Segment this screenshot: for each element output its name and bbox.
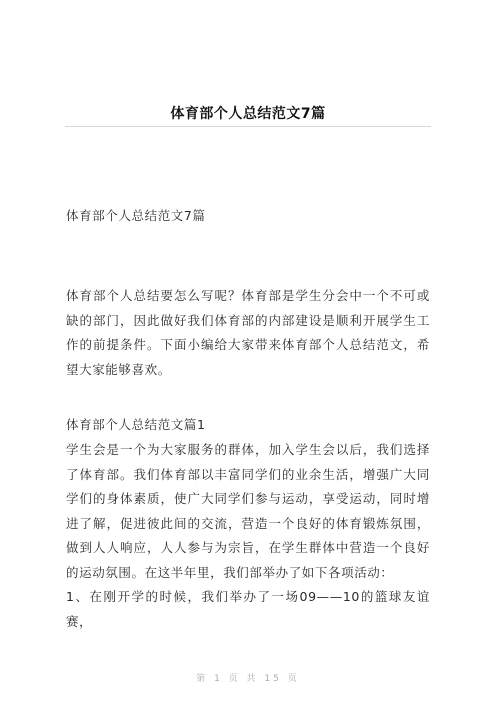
page-number-footer: 第 1 页 共 15 页 bbox=[196, 674, 300, 684]
document-title: 体育部个人总结范文7篇 bbox=[170, 106, 326, 122]
section-heading: 体育部个人总结范文篇1 bbox=[66, 417, 206, 432]
list-item: 1、在刚开学的时候，我们举办了一场09——10的篮球友谊赛， bbox=[66, 589, 430, 629]
title-divider bbox=[65, 126, 431, 127]
document-subtitle: 体育部个人总结范文7篇 bbox=[66, 208, 206, 223]
body-paragraph: 学生会是一个为大家服务的群体，加入学生会以后，我们选择了体育部。我们体育部以丰富同学们的业余生活，增强广大同学们的身体素质，使广大同学们参与运动，享受运动，同时增进了解，促进彼此间的交流，营造一个良好的体育锻炼氛围，做到人人响应，人人参与为宗旨，在学生群体中营造一个良好的运动氛围。在这半年里，我们部举办了如下各项活动： bbox=[66, 442, 430, 580]
intro-paragraph: 体育部个人总结要怎么写呢？体育部是学生分会中一个不可或缺的部门，因此做好我们体育部的内部建设是顺利开展学生工作的前提条件。下面小编给大家带来体育部个人总结范文，希望大家能够喜欢。 bbox=[66, 288, 430, 377]
